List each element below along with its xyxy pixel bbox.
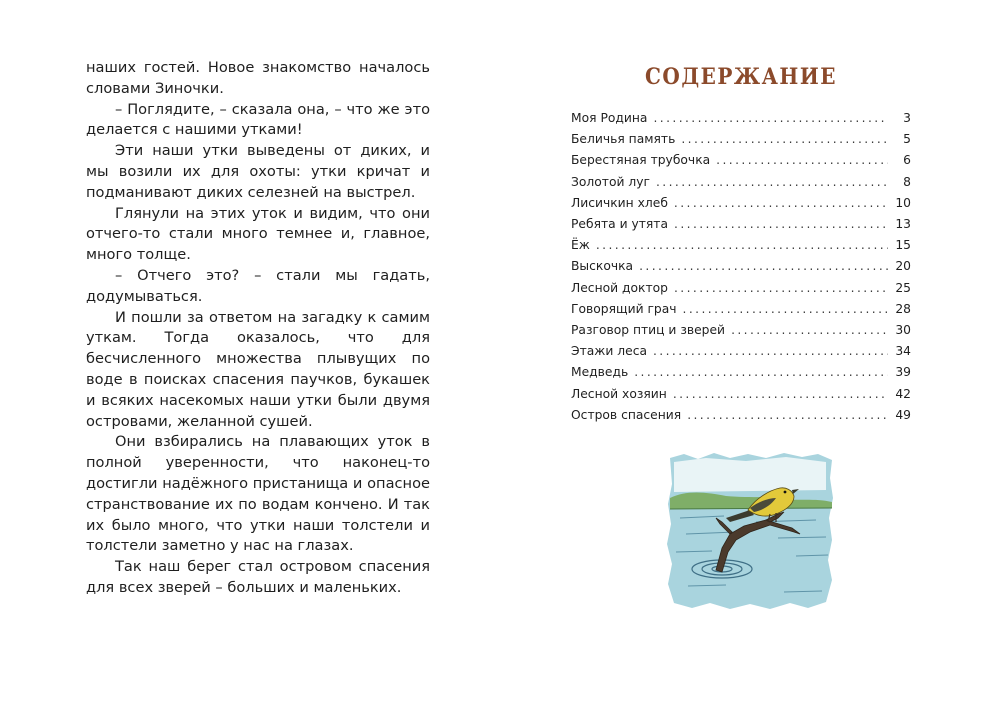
toc-entry — [571, 320, 911, 341]
toc-leader — [674, 193, 888, 214]
toc-entry-title: Разговор птиц и зверей — [571, 323, 726, 338]
toc-entry-title: Говорящий грач — [571, 301, 677, 316]
toc-leader — [673, 384, 888, 405]
toc-leader — [674, 214, 888, 235]
toc-leader — [634, 362, 888, 383]
toc-leader — [596, 235, 888, 256]
toc-leader — [639, 256, 888, 277]
toc-entry — [571, 214, 911, 235]
toc-entry-title: Выскочка — [571, 259, 634, 274]
story-paragraph: И пошли за ответом на загадку к самим уткам. Тогда оказалось, что для бесчисленного множества плывущих по воде в поисках спасения паучков, букашек и всяких насекомых наши утки были двумя островами, желанной сушей. — [86, 308, 430, 430]
toc-entry — [571, 235, 911, 256]
toc-entry-title: Лесной доктор — [571, 280, 668, 295]
toc-entry-page: 25 — [895, 280, 911, 295]
story-paragraph: наших гостей. Новое знакомство началось словами Зиночки. — [86, 59, 430, 97]
toc-entry-page: 8 — [903, 174, 911, 189]
toc-entry — [571, 256, 911, 277]
toc-entry — [571, 299, 911, 320]
toc-leader — [681, 129, 888, 150]
toc-entry — [571, 172, 911, 193]
toc-leader — [687, 405, 888, 426]
toc-entry-page: 10 — [895, 195, 911, 210]
toc-entry-page: 6 — [903, 153, 911, 168]
toc-entry-page: 15 — [895, 238, 911, 253]
toc-entry-title: Лисичкин хлеб — [571, 195, 668, 210]
bird-on-branch-illustration — [666, 452, 834, 610]
toc-entry — [571, 278, 911, 299]
toc-entry — [571, 362, 911, 383]
toc-entry-page: 13 — [895, 217, 911, 232]
toc-entry-title: Ребята и утята — [571, 217, 669, 232]
contents-title: СОДЕРЖАНИЕ — [645, 62, 837, 90]
toc-entry-page: 3 — [903, 111, 911, 125]
toc-entry-page: 49 — [895, 407, 911, 422]
bird-eye — [784, 491, 787, 494]
toc-entry-title: Остров спасения — [571, 407, 682, 422]
toc-entry-title: Моя Родина — [571, 111, 648, 125]
toc-entry — [571, 193, 911, 214]
toc-entry-title: Лесной хозяин — [571, 386, 667, 401]
toc-entry-title: Берестяная трубочка — [571, 153, 711, 168]
toc-leader — [731, 320, 888, 341]
toc-entry-title: Медведь — [571, 365, 629, 380]
toc-leader — [683, 299, 888, 320]
contents-page — [571, 58, 911, 426]
toc-entry — [571, 108, 911, 129]
toc-entry-page: 30 — [895, 323, 911, 338]
story-paragraph: Эти наши утки выведены от диких, и мы возили их для охоты: утки кричат и подманивают диких селезней на выстрел. — [86, 142, 430, 201]
story-paragraph: Они взбирались на плавающих уток в полной уверенности, что наконец-то достигли надёжного пристанища и опасное странствование их по водам кончено. И так их было много, что утки наши толстели и толстели заметно у нас на глазах. — [86, 433, 430, 555]
sky-area — [674, 457, 826, 492]
toc-entry-page: 5 — [903, 132, 911, 147]
toc-leader — [674, 278, 888, 299]
toc-entry-page: 28 — [895, 301, 911, 316]
story-paragraph: Так наш берег стал островом спасения для всех зверей – больших и маленьких. — [86, 558, 430, 596]
toc-entry-title: Золотой луг — [571, 174, 650, 189]
story-paragraph: – Отчего это? – стали мы гадать, додумываться. — [86, 266, 430, 305]
toc-entry-title: Этажи леса — [571, 344, 647, 359]
toc-entry-title: Ёж — [571, 238, 590, 253]
toc-leader — [653, 341, 888, 362]
story-paragraph: – Поглядите, – сказала она, – что же это делается с нашими утками! — [86, 100, 430, 139]
toc-entry — [571, 341, 911, 362]
story-text-page — [86, 58, 430, 599]
toc-entry — [571, 405, 911, 426]
toc-leader — [656, 172, 888, 193]
toc-entry-page: 39 — [895, 365, 911, 380]
toc-leader — [716, 150, 888, 171]
toc-leader — [653, 108, 888, 129]
contents-list — [571, 108, 911, 426]
toc-entry-title: Беличья память — [571, 132, 676, 147]
toc-entry — [571, 384, 911, 405]
toc-entry-page: 20 — [895, 259, 911, 274]
toc-entry — [571, 129, 911, 150]
toc-entry-page: 34 — [895, 344, 911, 359]
toc-entry — [571, 150, 911, 171]
toc-entry-page: 42 — [895, 386, 911, 401]
story-paragraph: Глянули на этих уток и видим, что они отчего-то стали много темнее и, главное, много толще. — [86, 204, 430, 264]
